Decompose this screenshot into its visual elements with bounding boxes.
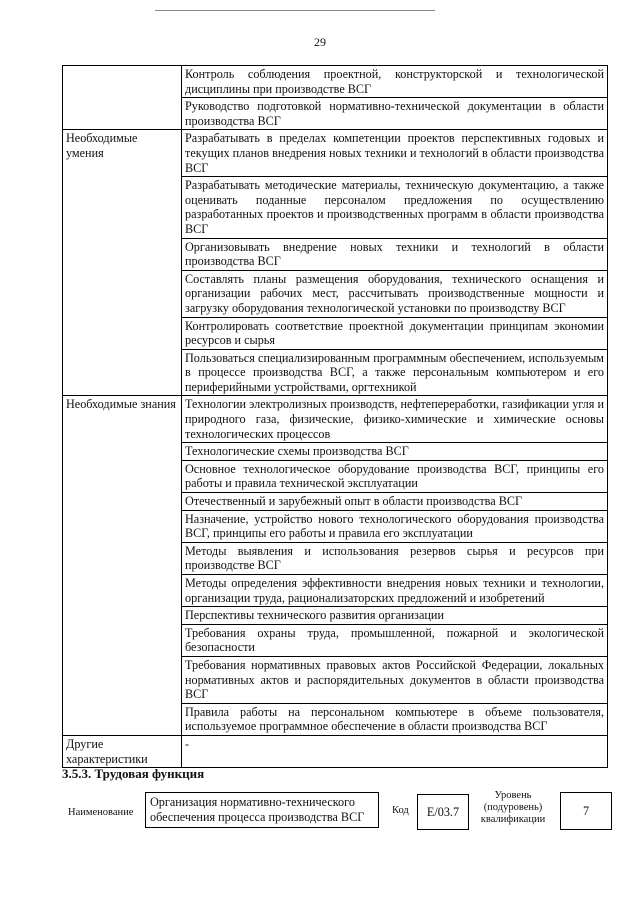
table-row (63, 66, 608, 98)
skills-table (62, 65, 608, 768)
description-cell: Разрабатывать в пределах компетенции проектов перспективных годовых и текущих планов внедрения новых техники и технологий в области производства ВСГ (182, 130, 608, 177)
description-cell: Технологические схемы производства ВСГ (182, 443, 608, 461)
table-row (63, 735, 608, 767)
description-cell: Контроль соблюдения проектной, конструкторской и технологической дисциплины при производстве ВСГ (182, 66, 608, 98)
table-row (63, 396, 608, 443)
code-value-box: E/03.7 (417, 794, 469, 830)
level-value-box: 7 (560, 792, 612, 830)
top-rule (155, 10, 435, 11)
description-cell: Отечественный и зарубежный опыт в области производства ВСГ (182, 493, 608, 511)
description-cell: Технологии электролизных производств, нефтепереработки, газификации угля и природного газа, физические, физико-химические и химические основы технологических процессов (182, 396, 608, 443)
description-cell: Требования охраны труда, промышленной, пожарной и экологической безопасности (182, 624, 608, 656)
description-cell: Правила работы на персональном компьютере в объеме пользователя, используемое программное обеспечение в области производства ВСГ (182, 703, 608, 735)
code-label: Код (392, 805, 409, 816)
section-title: 3.5.3. Трудовая функция (62, 766, 205, 781)
category-cell: Необходимые знания (63, 396, 182, 735)
table-row (63, 130, 608, 177)
description-cell: - (182, 735, 608, 767)
description-cell: Основное технологическое оборудование производства ВСГ, принципы его работы и правила технической эксплуатации (182, 460, 608, 492)
description-cell: Требования нормативных правовых актов Российской Федерации, локальных нормативных актов и распорядительных документов в области производства ВСГ (182, 656, 608, 703)
description-cell: Назначение, устройство нового технологического оборудования производства ВСГ, принципы его работы и правила его эксплуатации (182, 510, 608, 542)
description-cell: Методы определения эффективности внедрения новых техники и технологии, организации труда, рационализаторских предложений и изобретений (182, 575, 608, 607)
category-cell (63, 66, 182, 130)
description-cell: Контролировать соответствие проектной документации принципам экономии ресурсов и сырья (182, 317, 608, 349)
category-cell: Другие характеристики (63, 735, 182, 767)
level-label: Уровень (подуровень) квалификации (480, 790, 546, 825)
name-value-box: Организация нормативно-технического обеспечения процесса производства ВСГ (145, 792, 379, 828)
description-cell: Методы выявления и использования резервов сырья и ресурсов при производстве ВСГ (182, 542, 608, 574)
labor-function-row (62, 788, 612, 838)
page-number: 29 (314, 35, 326, 49)
description-cell: Составлять планы размещения оборудования, технического оснащения и организации рабочих мест, рассчитывать производственные мощности и загрузку оборудования технологической установки по производству ВСГ (182, 270, 608, 317)
description-cell: Пользоваться специализированным программным обеспечением, используемым в процессе производства ВСГ, а также персональным компьютером и его периферийными устройствами, оргтехникой (182, 349, 608, 396)
name-label: Наименование (68, 807, 134, 818)
description-cell: Руководство подготовкой нормативно-технической документации в области производства ВСГ (182, 98, 608, 130)
description-cell: Разрабатывать методические материалы, техническую документацию, а также оценивать поданные персоналом предложения по осуществлению разработанных проектов и производственных программ в области производства ВСГ (182, 177, 608, 238)
description-cell: Организовывать внедрение новых техники и технологий в области производства ВСГ (182, 238, 608, 270)
category-cell: Необходимые умения (63, 130, 182, 396)
description-cell: Перспективы технического развития организации (182, 607, 608, 625)
